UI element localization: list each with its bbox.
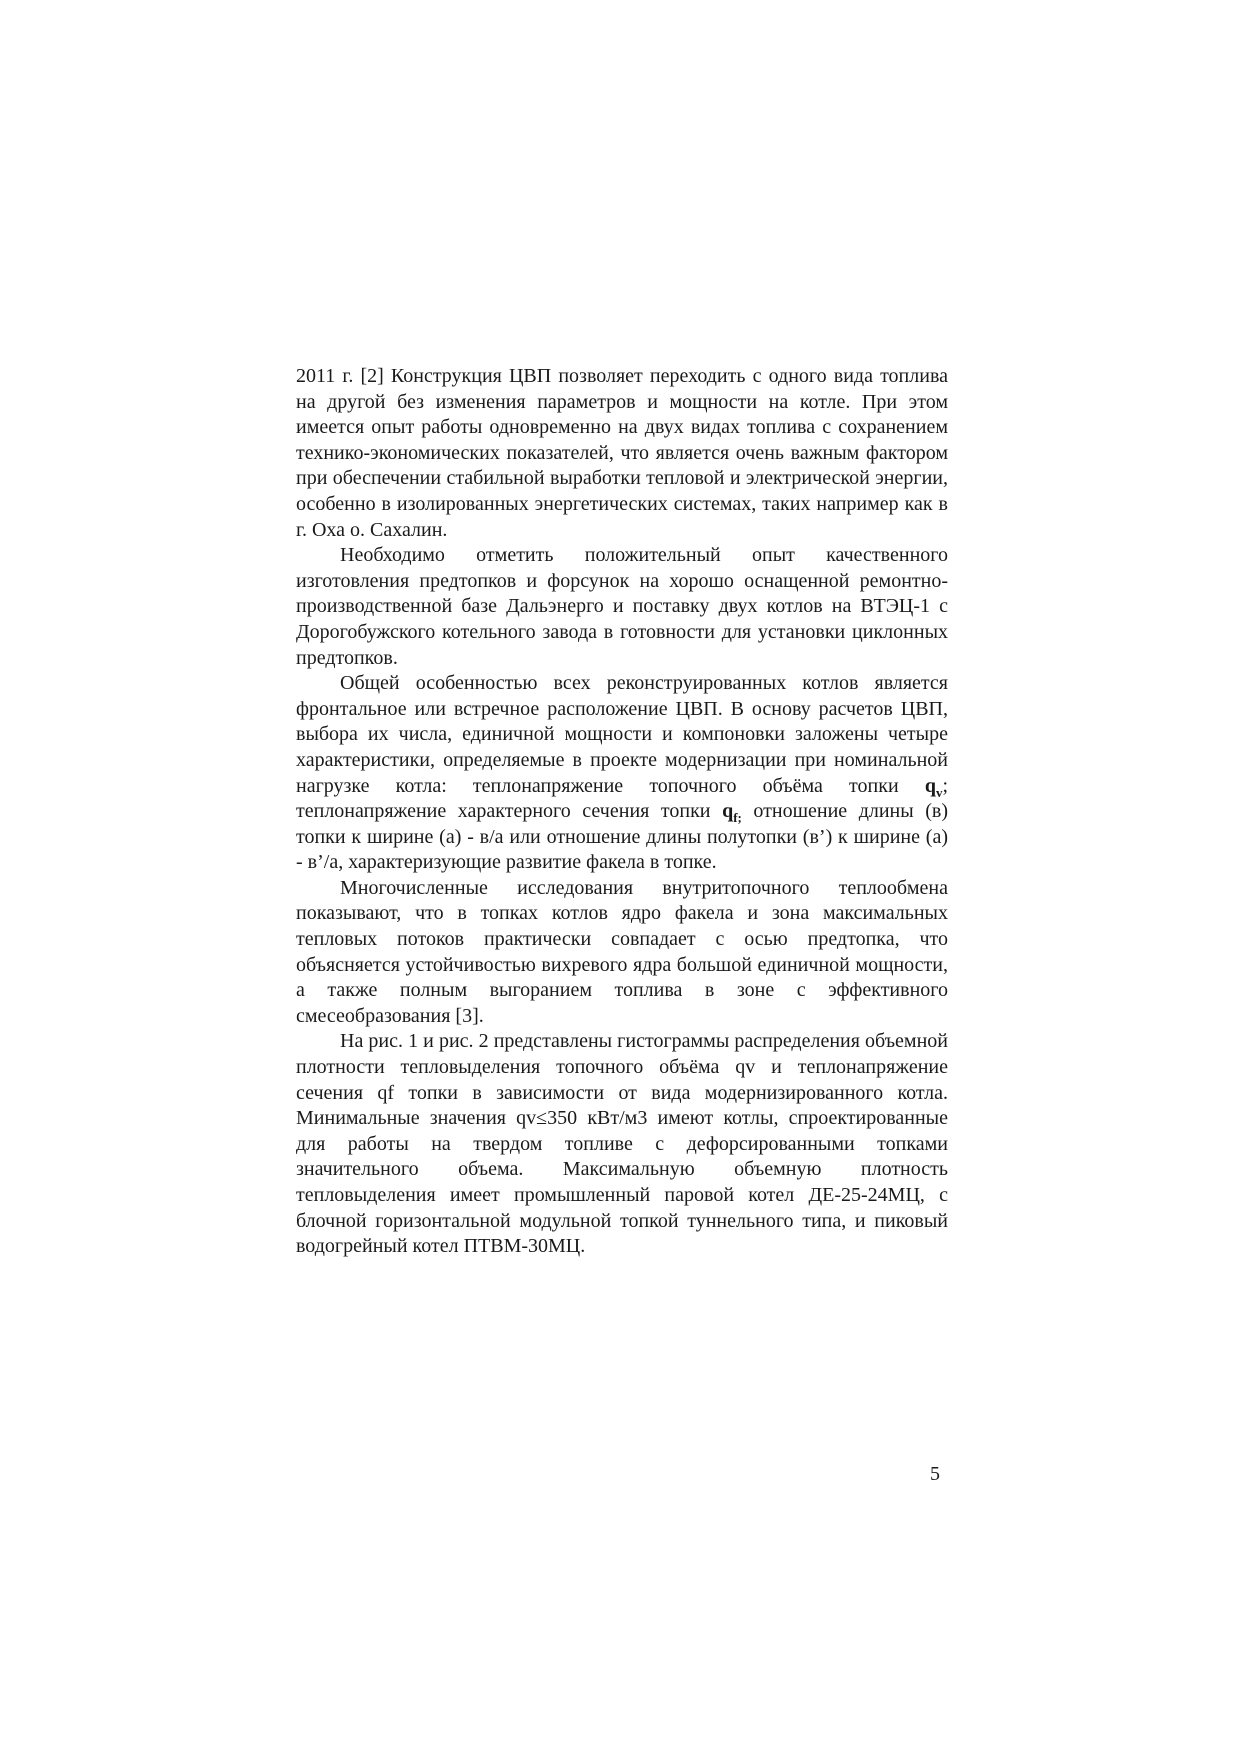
- paragraph-5: На рис. 1 и рис. 2 представлены гистограммы распределения объемной плотности тепловыделения топочного объёма qv и теплонапряжение сечения qf топки в зависимости от вида модернизированного котла. Минимальные значения qv≤350 кВт/м3 имеют котлы, спроектированные для работы на твердом топливе с дефорсированными топками значительного объема. Максимальную объемную плотность тепловыделения имеет промышленный паровой котел ДЕ-25-24МЦ, с блочной горизонтальной модульной топкой туннельного типа, и пиковый водогрейный котел ПТВМ-30МЦ.: [296, 1030, 948, 1258]
- symbol-qf: $q_{f;}$: [722, 800, 742, 826]
- paragraph-3-part3: отношение длины (в) топки к ширине (а) - в/а или отношение длины полутопки (в’) к ширине (а) - в’/а, характеризующие развитие факела в топке.: [296, 800, 949, 874]
- symbol-qv: $q_v$: [924, 774, 943, 800]
- paragraph-4: Многочисленные исследования внутритопочного теплообмена показывают, что в топках котлов ядро факела и зона максимальных тепловых потоков практически совпадает с осью предтопка, что объясняется устойчивостью вихревого ядра большой единичной мощности, а также полным выгоранием топлива в зоне с эффективного смесеобразования [3].: [296, 876, 948, 1027]
- paragraph-3-part2: ; теплонапряжение характерного сечения топки: [296, 774, 948, 823]
- body-text: [296, 364, 948, 1260]
- page-number: 5: [930, 1463, 940, 1485]
- paragraph-1: 2011 г. [2] Конструкция ЦВП позволяет переходить с одного вида топлива на другой без изменения параметров и мощности на котле. При этом имеется опыт работы одновременно на двух видах топлива с сохранением технико-экономических показателей, что является очень важным фактором при обеспечении стабильной выработки тепловой и электрической энергии, особенно в изолированных энергетических системах, таких например как в г. Оха о. Сахалин.: [296, 365, 948, 541]
- paragraph-3-part1: Общей особенностью всех реконструированных котлов является фронтальное или встречное расположение ЦВП. В основу расчетов ЦВП, выбора их числа, единичной мощности и компоновки заложены четыре характеристики, определяемые в проекте модернизации при номинальной нагрузке котла: теплонапряжение топочного объёма топки: [296, 672, 948, 797]
- paragraph-3: [296, 671, 948, 876]
- paragraph-2: Необходимо отметить положительный опыт качественного изготовления предтопков и форсунок на хорошо оснащенной ремонтно-производственной базе Дальэнерго и поставку двух котлов на ВТЭЦ-1 с Дорогобужского котельного завода в готовности для установки циклонных предтопков.: [296, 544, 948, 669]
